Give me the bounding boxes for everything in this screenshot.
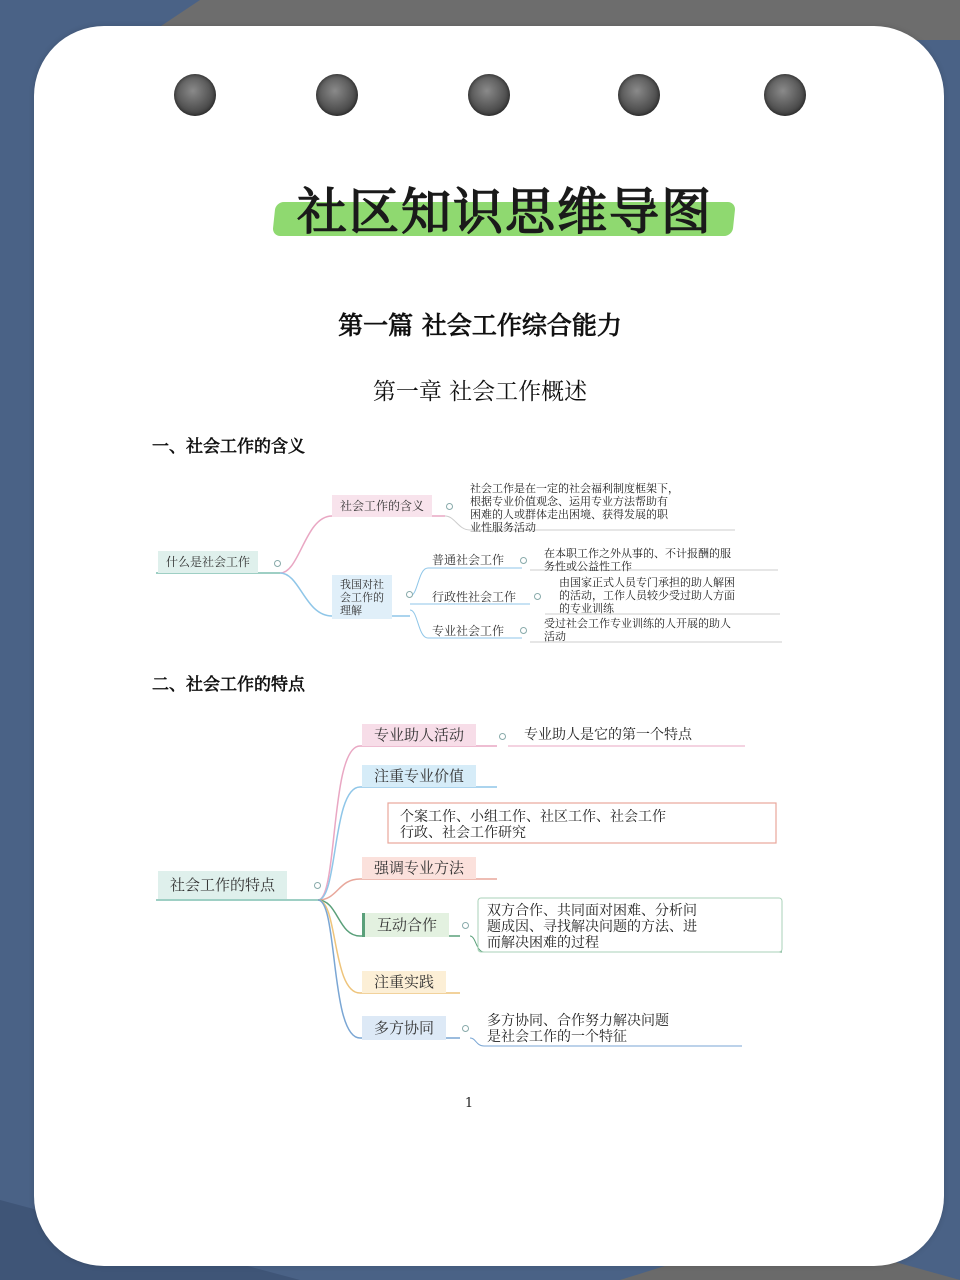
- node-professional-values: 注重专业价值: [362, 765, 476, 787]
- mindmap-1-root: 什么是社会工作: [158, 551, 258, 573]
- general-social-work-text: 在本职工作之外从事的、不计报酬的服 务性或公益性工作: [544, 547, 731, 573]
- collapse-dot-icon: [499, 733, 506, 740]
- meaning-text: 社会工作是在一定的社会福利制度框架下， 根据专业价值观念、运用专业方法帮助有 困难的人或群体走出困境、获得发展的职 业性服务活动: [470, 482, 679, 534]
- section-heading-2: 二、社会工作的特点: [152, 675, 305, 695]
- node-emphasis-practice: 注重实践: [362, 971, 446, 993]
- page-number: 1: [464, 1096, 474, 1111]
- node-multi-party-collaboration: 多方协同: [362, 1016, 446, 1040]
- node-interactive-cooperation: 互动合作: [362, 913, 449, 937]
- interactive-cooperation-text: 双方合作、共同面对困难、分析问 题成因、寻找解决问题的方法、进 而解决困难的过程: [487, 903, 697, 951]
- node-administrative-social-work: 行政性社会工作: [432, 590, 517, 604]
- professional-social-work-text: 受过社会工作专业训练的人开展的助人 活动: [544, 617, 731, 643]
- mindmap-2-root: 社会工作的特点: [158, 871, 287, 899]
- collapse-dot-icon: [314, 882, 321, 889]
- administrative-social-work-text: 由国家正式人员专门承担的助人解困 的活动，工作人员较少受过助人方面 的专业训练: [559, 576, 735, 615]
- node-general-social-work: 普通社会工作: [432, 553, 505, 567]
- node-understanding: 我国对社 会工作的 理解: [332, 575, 392, 619]
- part-title: 第一篇 社会工作综合能力: [338, 311, 622, 340]
- page-title: 社区知识思维导图: [297, 183, 713, 241]
- multi-party-collaboration-text: 多方协同、合作努力解决问题 是社会工作的一个特征: [487, 1013, 669, 1045]
- collapse-dot-icon: [462, 922, 469, 929]
- node-professional-social-work: 专业社会工作: [432, 624, 505, 638]
- chapter-title: 第一章 社会工作概述: [372, 379, 588, 405]
- professional-helping-text: 专业助人是它的第一个特点: [524, 727, 692, 743]
- node-meaning: 社会工作的含义: [332, 495, 432, 517]
- node-professional-methods: 强调专业方法: [362, 857, 476, 879]
- collapse-dot-icon: [462, 1025, 469, 1032]
- professional-methods-text: 个案工作、小组工作、社区工作、社会工作 行政、社会工作研究: [400, 809, 666, 841]
- node-professional-helping: 专业助人活动: [362, 724, 476, 746]
- section-heading-1: 一、社会工作的含义: [152, 437, 305, 457]
